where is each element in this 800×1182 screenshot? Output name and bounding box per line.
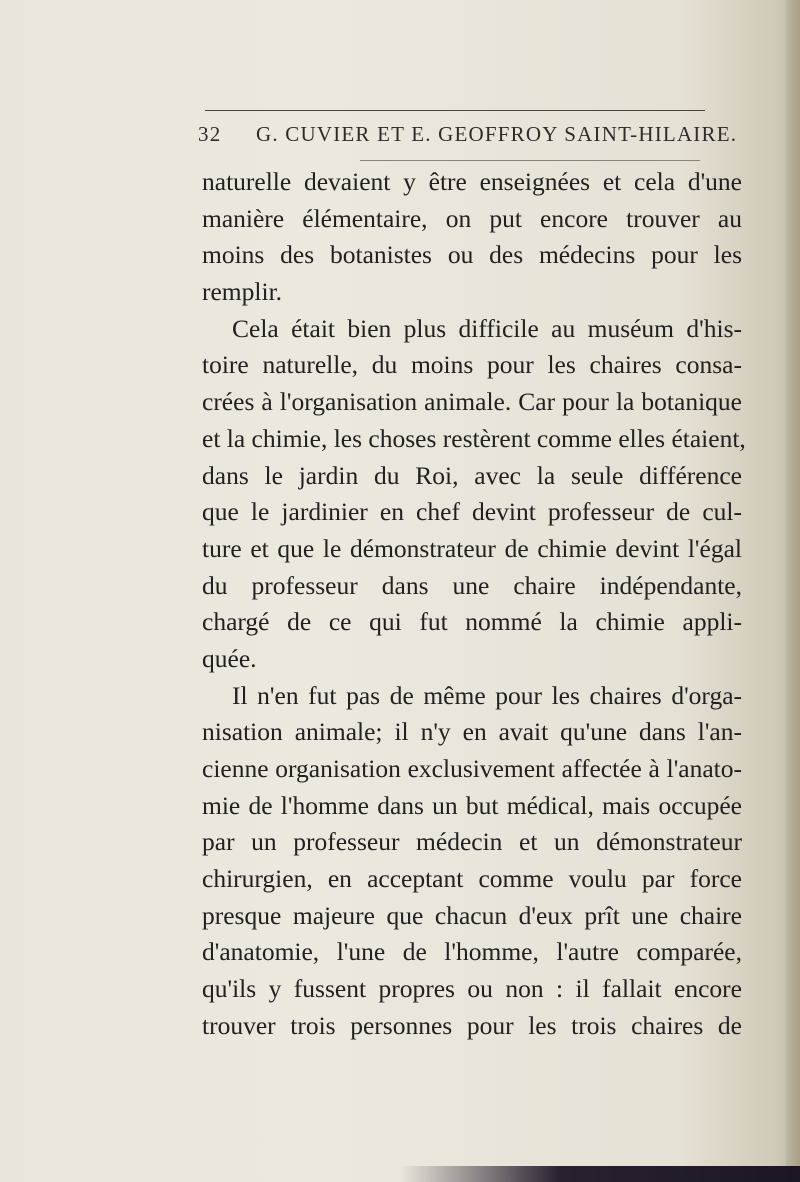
text-line: cienne organisation exclusivement affectée à l'anato- (202, 754, 742, 783)
text-line: du professeur dans une chaire indépendante, (202, 570, 742, 600)
text-line: par un professeur médecin et un démonstrateur (202, 827, 742, 857)
text-line: et la chimie, les choses restèrent comme elles étaient, (202, 423, 746, 453)
text-line: quée. (202, 643, 257, 673)
text-line: que le jardinier en chef devint professeur de cul- (202, 497, 742, 527)
text-line: ture et que le démonstrateur de chimie devint l'égal (202, 533, 742, 563)
text-line: nisation animale; il n'y en avait qu'une dans l'an- (202, 717, 742, 747)
text-line: naturelle devaient y être enseignées et cela d'une (202, 167, 742, 196)
text-line: Il n'en fut pas de même pour les chaires d'orga- (232, 680, 742, 710)
running-header (198, 122, 738, 147)
text-line: toire naturelle, du moins pour les chaires consa- (202, 350, 742, 380)
text-line: manière élémentaire, on put encore trouver au (202, 203, 742, 233)
text-line: moins des botanistes ou des médecins pour les (202, 240, 742, 270)
text-line: crées à l'organisation animale. Car pour la botanique (202, 387, 742, 417)
text-line: chargé de ce qui fut nommé la chimie appli- (202, 607, 742, 637)
page-edge-shadow (786, 0, 800, 1182)
text-line: trouver trois personnes pour les trois chaires de (202, 1010, 742, 1040)
text-line: qu'ils y fussent propres ou non : il fallait encore (202, 974, 742, 1004)
text-line: d'anatomie, l'une de l'homme, l'autre comparée, (202, 937, 742, 967)
header-rule (205, 110, 705, 111)
text-line: Cela était bien plus difficile au muséum d'his- (232, 313, 742, 343)
text-line: dans le jardin du Roi, avec la seule différence (202, 460, 742, 490)
text-line: remplir. (202, 277, 283, 307)
header-underline (360, 160, 700, 161)
text-line: chirurgien, en acceptant comme voulu par force (202, 864, 742, 894)
running-title: G. CUVIER ET E. GEOFFROY SAINT-HILAIRE. (256, 122, 738, 146)
text-line: presque majeure que chacun d'eux prît une chaire (202, 900, 742, 930)
body-text (202, 164, 746, 1045)
text-line: mie de l'homme dans un but médical, mais occupée (202, 790, 742, 820)
scan-bottom-edge (400, 1166, 800, 1182)
page-number: 32 (198, 122, 222, 146)
